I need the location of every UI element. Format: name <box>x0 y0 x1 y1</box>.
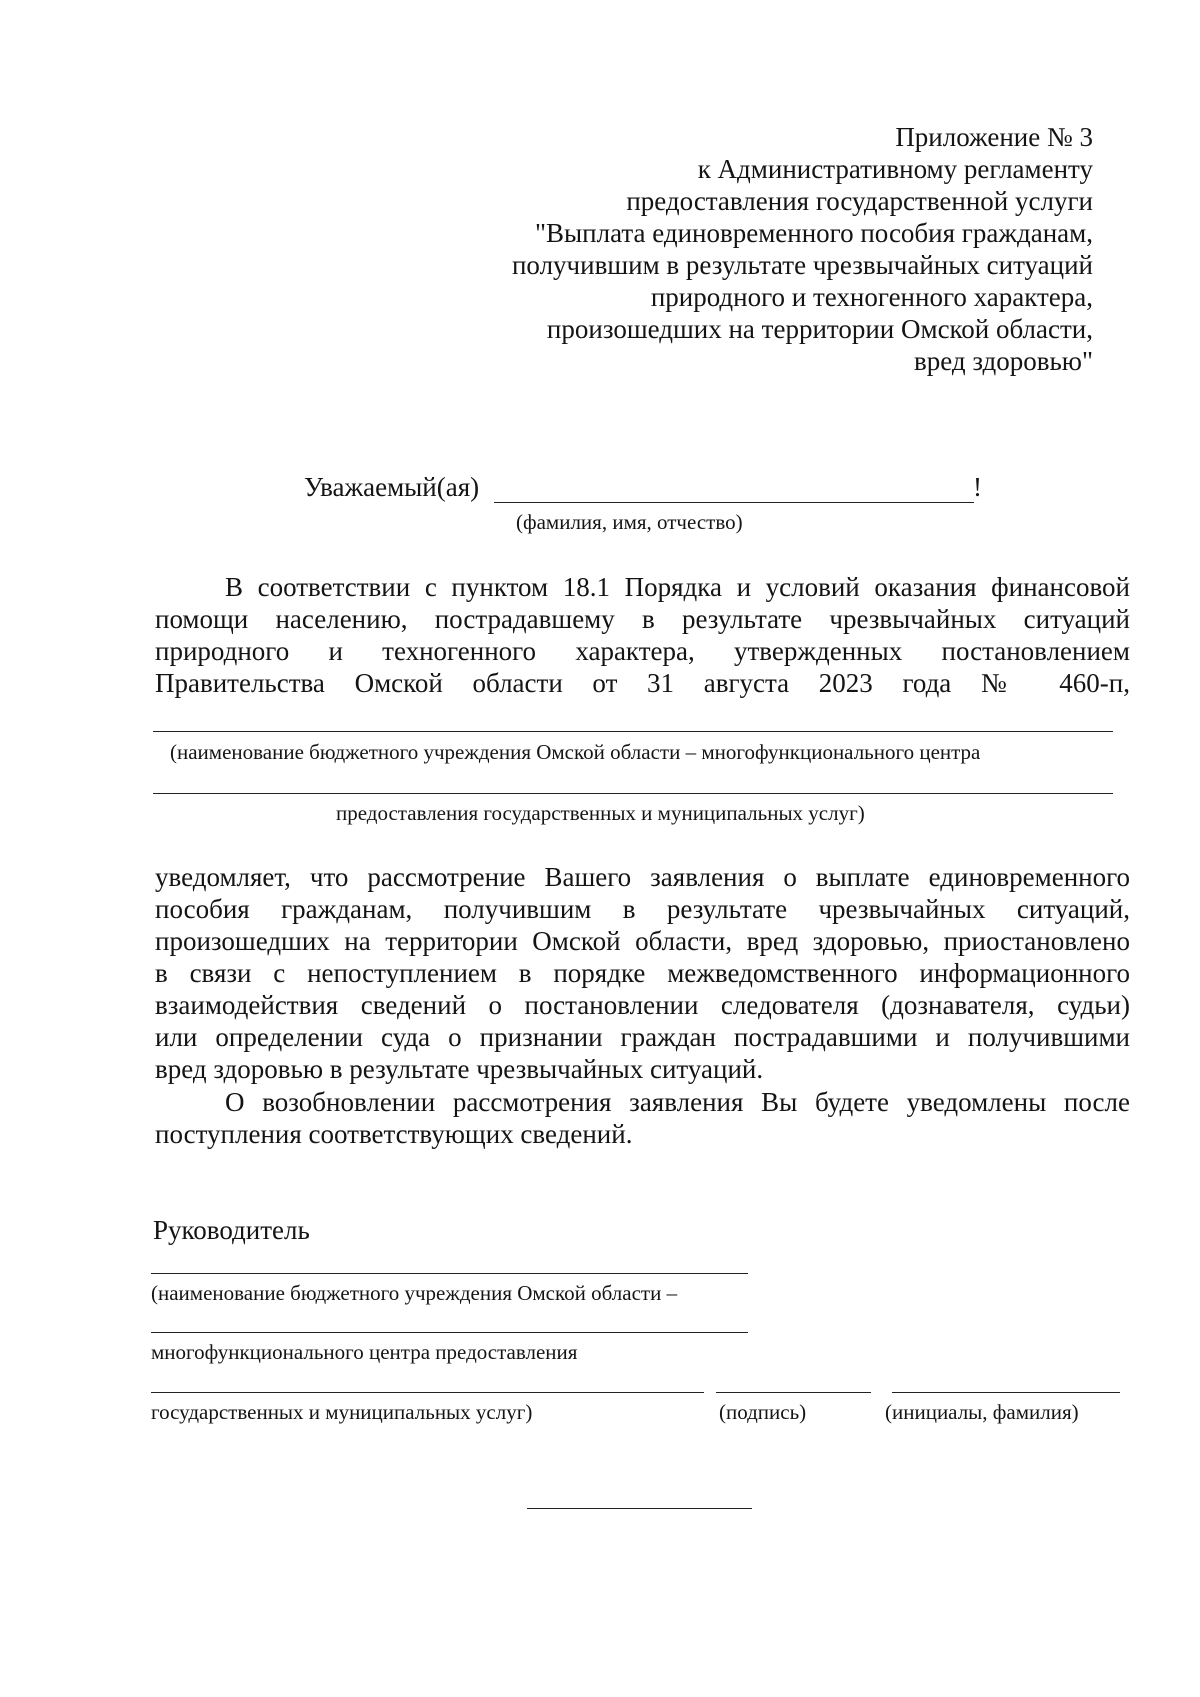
organization-line <box>153 793 1113 794</box>
paragraph-line: пособия гражданам, получившим в результате чрезвычайных ситуаций, <box>155 894 1130 924</box>
appendix-line: природного и техногенного характера, <box>650 282 1093 312</box>
organization-line <box>153 731 1113 732</box>
paragraph-line: поступления соответствующих сведений. <box>155 1119 633 1149</box>
paragraph-line: произошедших на территории Омской области, вред здоровью, приостановлено <box>155 926 1130 956</box>
paragraph-line: О возобновлении рассмотрения заявления Вы будете уведомлены после <box>225 1087 1130 1117</box>
paragraph-line: взаимодействия сведений о постановлении следователя (дознавателя, судьи) <box>155 990 1130 1020</box>
greeting-label: Уважаемый(ая) <box>304 472 480 502</box>
appendix-line: "Выплата единовременного пособия гражданам, <box>534 218 1093 248</box>
paragraph-line: уведомляет, что рассмотрение Вашего заявления о выплате единовременного <box>155 862 1130 892</box>
paragraph-line: природного и техногенного характера, утвержденных постановлением <box>155 636 1130 666</box>
recipient-name-line <box>494 502 974 503</box>
signature-caption: (подпись) <box>719 1400 807 1424</box>
appendix-number: Приложение № 3 <box>895 122 1093 152</box>
organization-caption: предоставления государственных и муниципальных услуг) <box>336 801 865 825</box>
appendix-line: произошедших на территории Омской области, <box>546 314 1093 344</box>
appendix-line: вред здоровью" <box>913 346 1093 376</box>
greeting-exclamation: ! <box>973 472 982 502</box>
signature-org-caption: государственных и муниципальных услуг) <box>151 1400 533 1424</box>
appendix-line: к Административному регламенту <box>697 154 1093 184</box>
initials-surname-line <box>892 1392 1120 1393</box>
appendix-line: получившим в результате чрезвычайных ситуаций <box>511 250 1093 280</box>
signature-org-caption: многофункционального центра предоставления <box>151 1340 578 1364</box>
paragraph-line: Правительства Омской области от 31 августа 2023 года № 460-п, <box>155 668 1130 698</box>
appendix-line: предоставления государственной услуги <box>626 186 1093 216</box>
initials-surname-caption: (инициалы, фамилия) <box>885 1400 1079 1424</box>
signature-line <box>716 1392 871 1393</box>
paragraph-line: помощи населению, пострадавшему в результате чрезвычайных ситуаций <box>155 604 1130 634</box>
paragraph-line: В соответствии с пунктом 18.1 Порядка и условий оказания финансовой <box>225 572 1130 602</box>
signature-org-caption: (наименование бюджетного учреждения Омской области – <box>151 1281 678 1305</box>
signature-org-line <box>151 1332 748 1333</box>
signature-title: Руководитель <box>153 1215 310 1245</box>
closing-divider <box>527 1508 752 1509</box>
paragraph-line: вред здоровью в результате чрезвычайных ситуаций. <box>155 1054 764 1084</box>
organization-caption: (наименование бюджетного учреждения Омской области – многофункционального центра <box>170 740 981 764</box>
recipient-name-caption: (фамилия, имя, отчество) <box>516 510 743 534</box>
paragraph-line: или определении суда о признании граждан пострадавшими и получившими <box>155 1022 1130 1052</box>
signature-org-line <box>151 1273 748 1274</box>
signature-org-line <box>151 1392 704 1393</box>
paragraph-line: в связи с непоступлением в порядке межведомственного информационного <box>155 958 1130 988</box>
